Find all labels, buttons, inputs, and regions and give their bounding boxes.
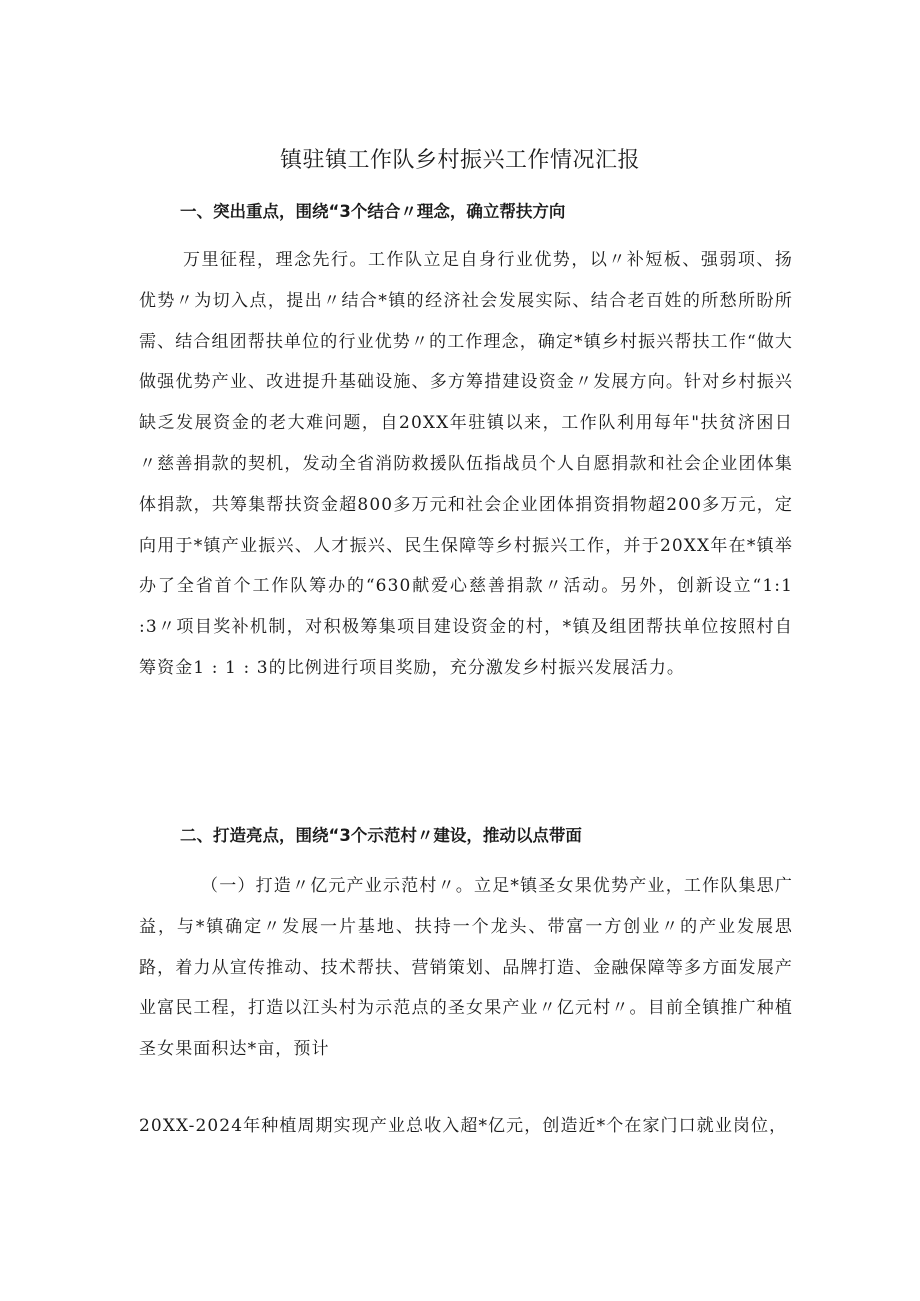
- section-1-paragraph: 万里征程，理念先行。工作队立足自身行业优势，以〃补短板、强弱项、扬优势〃为切入点，提出〃结合*镇的经济社会发展实际、结合老百姓的所愁所盼所需、结合组团帮扶单位的行业优势〃的工作理念，确定*镇乡村振兴帮扶工作“做大做强优势产业、改进提升基础设施、多方筹措建设资金〃发展方向。针对乡村振兴缺乏发展资金的老大难问题，自20XX年驻镇以来，工作队利用每年"扶贫济困日〃慈善捐款的契机，发动全省消防救援队伍指战员个人自愿捐款和社会企业团体集体捐款，共筹集帮扶资金超800多万元和社会企业团体捐资捐物超200多万元，定向用于*镇产业振兴、人才振兴、民生保障等乡村振兴工作，并于20XX年在*镇举办了全省首个工作队筹办的“630献爱心慈善捐款〃活动。另外，创新设立“1:1 :3〃项目奖补机制，对积极筹集项目建设资金的村，*镇及组团帮扶单位按照村自筹资金1 : 1 : 3的比例进行项目奖励，充分激发乡村振兴发展活力。: [139, 250, 793, 678]
- section-2-continuation-line: 20XX-2024年种植周期实现产业总收入超*亿元，创造近*个在家门口就业岗位，: [139, 1116, 788, 1136]
- document-title: 镇驻镇工作队乡村振兴工作情况汇报: [279, 148, 640, 173]
- section-2-heading: 二、打造亮点，围绕“3个示范村〃建设，推动以点带面: [180, 826, 582, 845]
- section-1-heading: 一、突出重点，围绕“3个结合〃理念，确立帮扶方向: [180, 202, 566, 221]
- section-2-paragraph: （一）打造〃亿元产业示范村〃。立足*镇圣女果优势产业，工作队集思广益，与*镇确定〃发展一片基地、扶持一个龙头、带富一方创业〃的产业发展思路，着力从宣传推动、技术帮扶、营销策划、品牌打造、金融保障等多方面发展产业富民工程，打造以江头村为示范点的圣女果产业〃亿元村〃。目前全镇推广种植圣女果面积达*亩，预计: [139, 876, 793, 1060]
